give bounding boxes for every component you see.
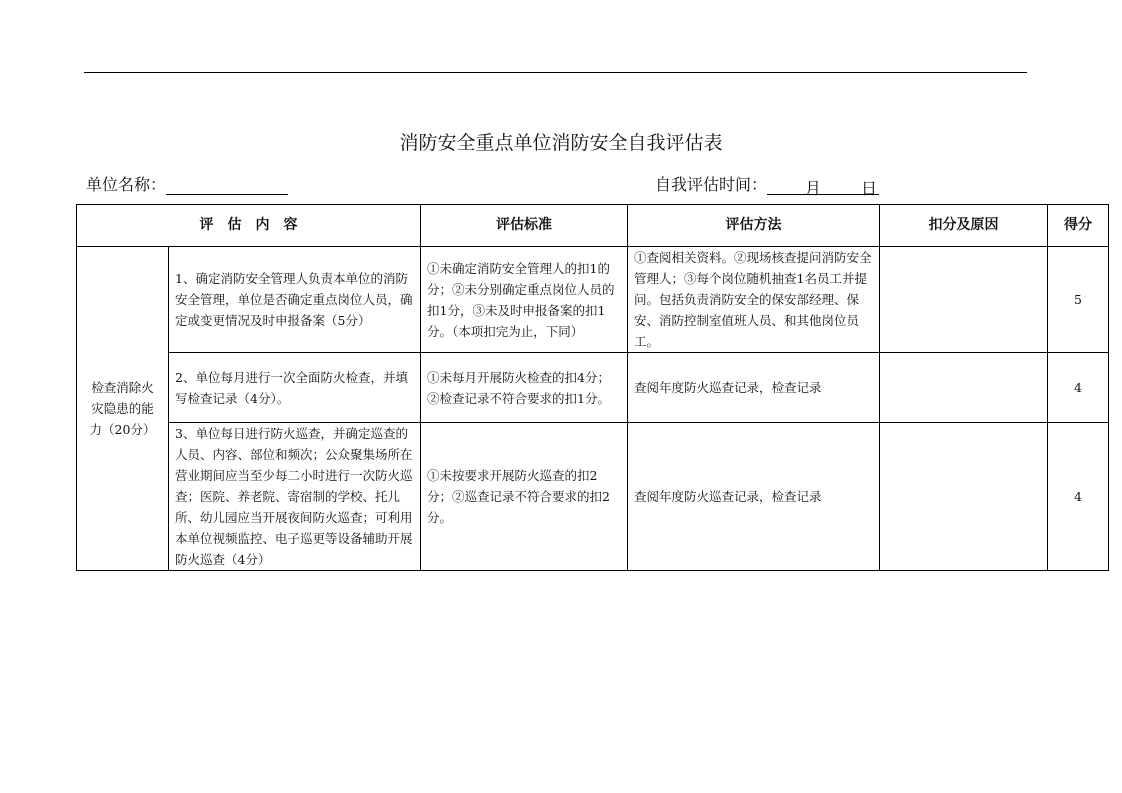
assessment-time-field: [655, 172, 879, 198]
table-header-row: [77, 205, 1109, 247]
content-cell: 3、单位每日进行防火巡查，并确定巡查的人员、内容、部位和频次；公众聚集场所在营业期间应当至少每二小时进行一次防火巡查；医院、养老院、寄宿制的学校、托儿所、幼儿园应当开展夜间防火巡查；可利用本单位视频监控、电子巡更等设备辅助开展防火巡查（4分）: [175, 426, 413, 567]
deduction-cell[interactable]: [880, 423, 1048, 571]
method-cell: 查阅年度防火巡查记录，检查记录: [628, 353, 880, 423]
day-label: 日: [861, 179, 878, 198]
score-cell: 4: [1048, 353, 1109, 423]
deduction-cell[interactable]: [880, 247, 1048, 353]
header-deduction: 扣分及原因: [880, 205, 1048, 247]
month-label: 月: [805, 179, 822, 198]
date-blank: [767, 176, 879, 198]
standard-cell: ①未每月开展防火检查的扣4分；②检查记录不符合要求的扣1分。: [421, 353, 628, 423]
content-cell: 2、单位每月进行一次全面防火检查，并填写检查记录（4分）。: [169, 353, 421, 423]
header-rule: [84, 72, 1027, 73]
header-standard: 评估标准: [421, 205, 628, 247]
unit-name-blank: [166, 176, 288, 195]
category-cell: 检查消除火灾隐患的能力（20分）: [77, 247, 169, 571]
content-cell: 1、确定消防安全管理人负责本单位的消防安全管理，单位是否确定重点岗位人员，确定或变更情况及时申报备案（5分）: [169, 247, 421, 353]
score-cell: 4: [1048, 423, 1109, 571]
page-title: 消防安全重点单位消防安全自我评估表: [399, 132, 723, 154]
table-row: [77, 247, 1109, 353]
header-method: 评估方法: [628, 205, 880, 247]
standard-cell: ①未确定消防安全管理人的扣1的分；②未分别确定重点岗位人员的扣1分，③未及时申报备案的扣1分。（本项扣完为止，下同）: [421, 247, 628, 353]
header-content: 评 估 内 容: [77, 205, 421, 247]
table-row: [77, 423, 1109, 571]
unit-name-label: 单位名称：: [86, 175, 167, 194]
method-cell: 查阅年度防火巡查记录，检查记录: [628, 423, 880, 571]
table-row: [77, 353, 1109, 423]
score-cell: 5: [1048, 247, 1109, 353]
deduction-cell[interactable]: [880, 353, 1048, 423]
standard-cell: ①未按要求开展防火巡查的扣2分；②巡查记录不符合要求的扣2分。: [421, 423, 628, 571]
method-cell: ①查阅相关资料。②现场核查提问消防安全管理人；③每个岗位随机抽查1名员工并提问。包括负责消防安全的保安部经理、保安、消防控制室值班人员、和其他岗位员工。: [628, 247, 880, 353]
assessment-table: [76, 204, 1109, 571]
unit-name-field: [86, 172, 288, 195]
assessment-time-label: 自我评估时间：: [655, 175, 768, 194]
header-score: 得分: [1048, 205, 1109, 247]
